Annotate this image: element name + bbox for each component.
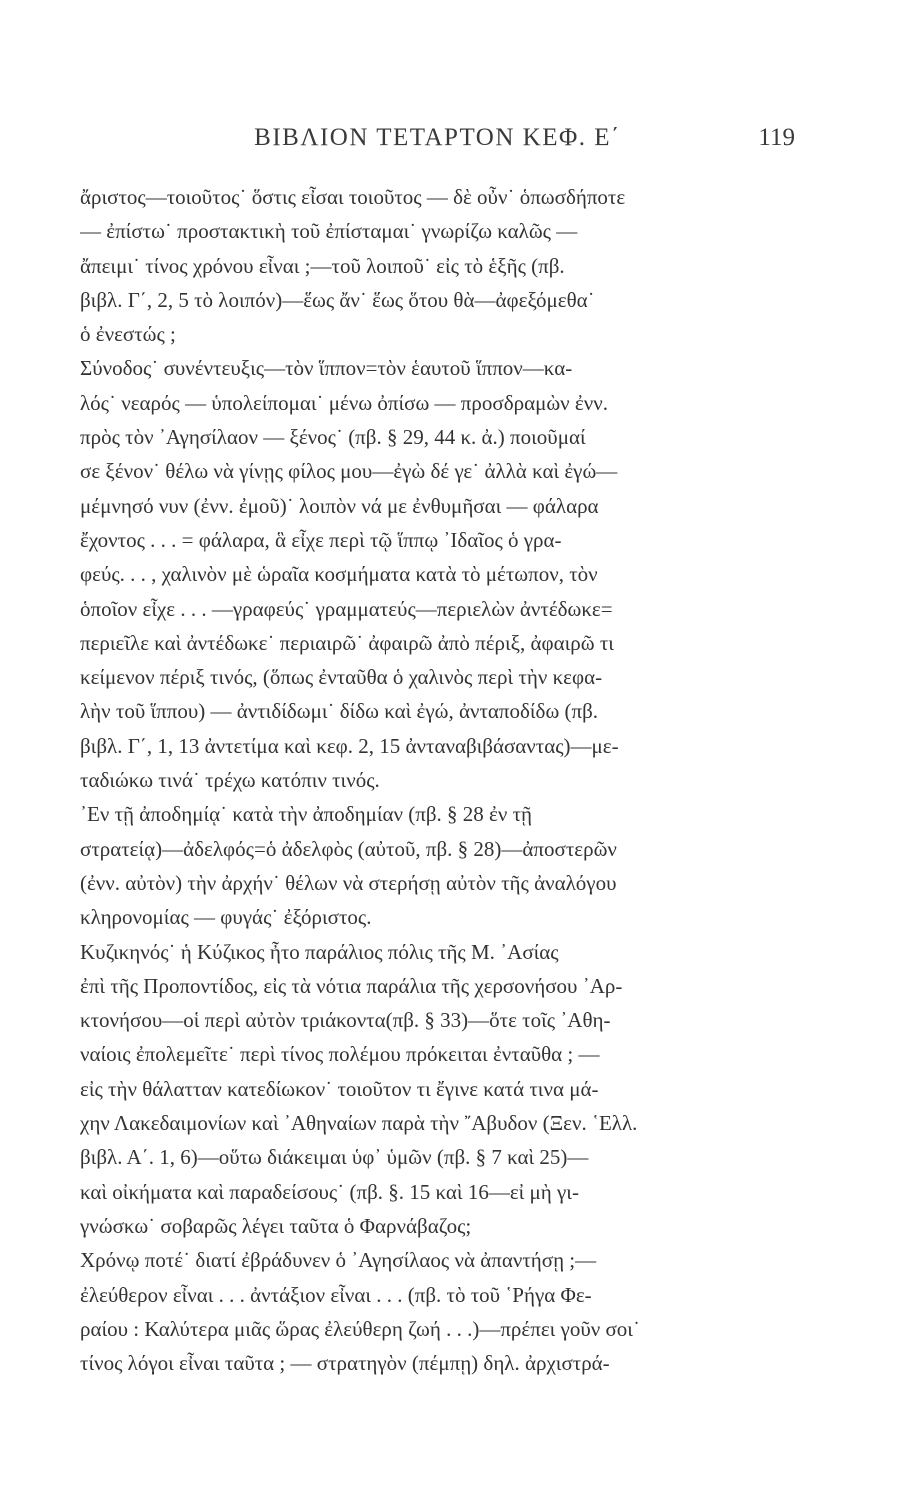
text-line: βιβλ. Γ΄, 2, 5 τὸ λοιπόν)—ἕως ἄν˙ ἕως ὅτου θὰ—ἀφεξόμεθα˙	[80, 287, 595, 312]
text-line: καὶ οἰκήματα καὶ παραδείσους˙ (πβ. §. 15 καὶ 16—εἰ μὴ γι-	[80, 1179, 579, 1204]
text-line: στρατείᾳ)—ἀδελφός=ὁ ἀδελφὸς (αὐτοῦ, πβ. § 28)—ἀποστερῶν	[80, 836, 617, 861]
text-line: βιβλ. Α΄. 1, 6)—οὕτω διάκειμαι ὑφ᾿ ὑμῶν (πβ. § 7 καὶ 25)—	[80, 1145, 589, 1170]
text-line: ἄριστος—τοιοῦτος˙ ὅστις εἶσαι τοιοῦτος — δὲ οὖν˙ ὁπωσδήποτε	[80, 185, 626, 209]
text-line: κτονήσου—οἱ περὶ αὐτὸν τριάκοντα(πβ. § 33)—ὅτε τοῖς ᾿Αθη-	[80, 1008, 611, 1033]
text-line: λός˙ νεαρός — ὑπολείπομαι˙ μένω ὀπίσω — προσδραμὼν ἐνν.	[80, 390, 608, 415]
text-line: Χρόνῳ ποτέ˙ διατί ἐβράδυνεν ὁ ᾿Αγησίλαος νὰ ἀπαντήσῃ ;—	[80, 1248, 597, 1273]
text-line: λὴν τοῦ ἵππου) — ἀντιδίδωμι˙ δίδω καὶ ἐγώ, ἀνταποδίδω (πβ.	[80, 699, 599, 724]
text-line: γνώσκω˙ σοβαρῶς λέγει ταῦτα ὁ Φαρνάβαζος;	[80, 1213, 472, 1238]
text-line: ἐπὶ τῆς Προποντίδος, εἰς τὰ νότια παράλια τῆς χερσονήσου ᾿Αρ-	[80, 973, 623, 998]
text-line: εἰς τὴν θάλατταν κατεδίωκον˙ τοιοῦτον τι ἔγινε κατά τινα μά-	[80, 1076, 599, 1101]
text-line: ραίου : Καλύτερα μιᾶς ὥρας ἐλεύθερη ζωή . . .)—πρέπει γοῦν σοι˙	[80, 1316, 640, 1341]
page-header	[80, 124, 795, 160]
text-line: (ἐνν. αὐτὸν) τὴν ἀρχήν˙ θέλων νὰ στερήσῃ αὐτὸν τῆς ἀναλόγου	[80, 870, 617, 895]
page-number: 119	[758, 124, 795, 151]
text-line: Σύνοδος˙ συνέντευξις—τὸν ἵππον=τὸν ἑαυτοῦ ἵππον—κα-	[80, 356, 573, 381]
body-text	[80, 180, 795, 1380]
text-line: κληρονομίας — φυγάς˙ ἐξόριστος.	[80, 905, 372, 930]
running-title: ΒΙΒΛΙΟΝ ΤΕΤΑΡΤΟΝ ΚΕΦ. Ε΄	[254, 124, 621, 151]
text-line: ἄπειμι˙ τίνος χρόνου εἶναι ;—τοῦ λοιποῦ˙ εἰς τὸ ἑξῆς (πβ.	[80, 253, 565, 278]
text-line: ὁ ἐνεστώς ;	[80, 322, 176, 347]
text-line: ᾿Εν τῇ ἀποδημίᾳ˙ κατὰ τὴν ἀποδημίαν (πβ. § 28 ἐν τῇ	[80, 802, 533, 827]
text-line: ταδιώκω τινά˙ τρέχω κατόπιν τινός.	[80, 768, 380, 793]
text-line: φεύς. . . , χαλινὸν μὲ ὡραῖα κοσμήματα κατὰ τὸ μέτωπον, τὸν	[80, 562, 598, 587]
text-line: περιεῖλε καὶ ἀντέδωκε˙ περιαιρῶ˙ ἀφαιρῶ ἀπὸ πέριξ, ἀφαιρῶ τι	[80, 630, 614, 655]
text-line: ναίοις ἐπολεμεῖτε˙ περὶ τίνος πολέμου πρόκειται ἐνταῦθα ; —	[80, 1042, 600, 1067]
text-line: κείμενον πέριξ τινός, (ὅπως ἐνταῦθα ὁ χαλινὸς περὶ τὴν κεφα-	[80, 665, 603, 690]
text-line: ἐλεύθερον εἶναι . . . ἀντάξιον εἶναι . . . (πβ. τὸ τοῦ ῾Ρήγα Φε-	[80, 1282, 592, 1307]
text-line: σε ξένον˙ θέλω νὰ γίνῃς φίλος μου—ἐγὼ δέ γε˙ ἀλλὰ καὶ ἐγώ—	[80, 459, 618, 484]
text-line: μέμνησό νυν (ἐνν. ἐμοῦ)˙ λοιπὸν νά με ἐνθυμῆσαι — φάλαρα	[80, 493, 599, 518]
text-line: ὁποῖον εἶχε . . . —γραφεύς˙ γραμματεύς—περιελὼν ἀντέδωκε=	[80, 596, 613, 621]
text-line: ἔχοντος . . . = φάλαρα, ἃ εἶχε περὶ τῷ ἵππῳ ᾿Ιδαῖος ὁ γρα-	[80, 527, 562, 552]
text-line: — ἐπίστω˙ προστακτικὴ τοῦ ἐπίσταμαι˙ γνωρίζω καλῶς —	[80, 219, 578, 244]
text-line: πρὸς τὸν ᾿Αγησίλαον — ξένος˙ (πβ. § 29, 44 κ. ἀ.) ποιοῦμαί	[80, 425, 586, 450]
text-line: Κυζικηνός˙ ἡ Κύζικος ἦτο παράλιος πόλις τῆς Μ. ᾿Ασίας	[80, 939, 559, 964]
text-line: τίνος λόγοι εἶναι ταῦτα ; — στρατηγὸν (πέμπῃ) δηλ. ἀρχιστρά-	[80, 1351, 610, 1376]
text-line: χην Λακεδαιμονίων καὶ ᾿Αθηναίων παρὰ τὴν ῎Αβυδον (Ξεν. ῾Ελλ.	[80, 1111, 638, 1136]
text-line: βιβλ. Γ΄, 1, 13 ἀντετίμα καὶ κεφ. 2, 15 ἀνταναβιβάσαντας)—με-	[80, 733, 619, 758]
